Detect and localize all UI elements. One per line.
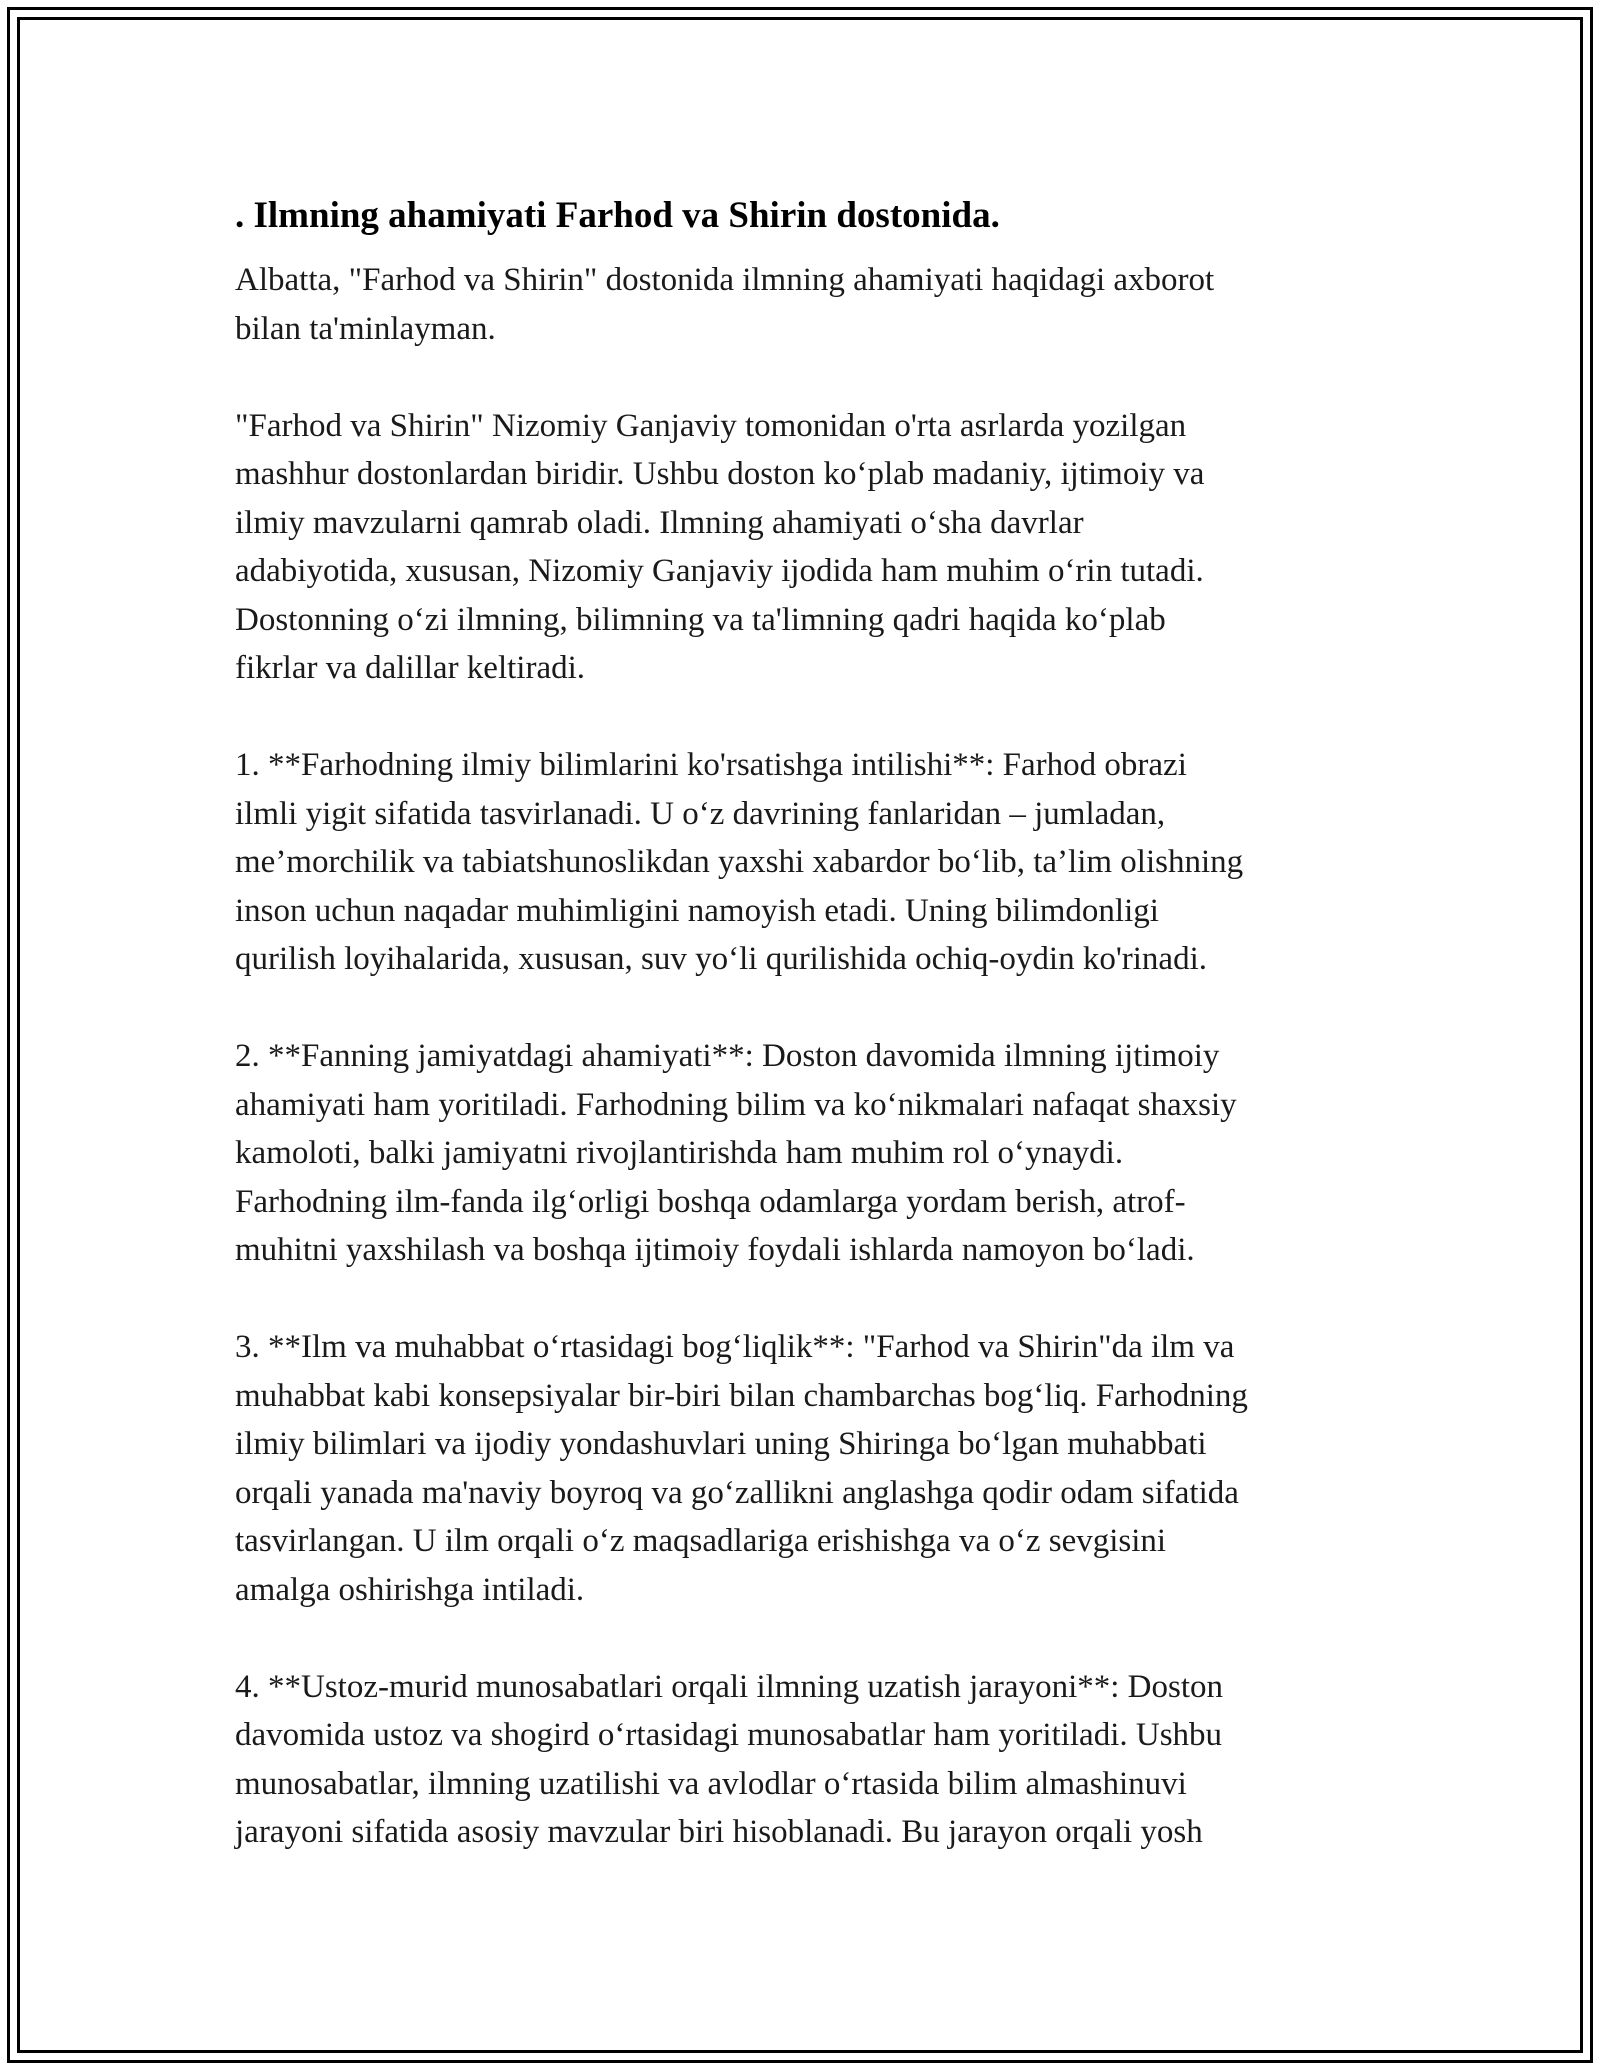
text-line: fikrlar va dalillar keltiradi. [235, 650, 586, 686]
text-line: muhitni yaxshilash va boshqa ijtimoiy foydali ishlarda namoyon bo‘ladi. [235, 1232, 1195, 1268]
text-line: orqali yanada ma'naviy boyroq va go‘zallikni anglashga qodir odam sifatida [235, 1474, 1239, 1511]
paragraph-list [235, 256, 1365, 1857]
text-line: Albatta, "Farhod va Shirin" dostonida ilmning ahamiyati haqidagi axborot [235, 262, 1215, 298]
text-line: Farhodning ilm-fanda ilg‘orligi boshqa odamlarga yordam berish, atrof- [235, 1183, 1186, 1220]
text-line: jarayoni sifatida asosiy mavzular biri hisoblanadi. Bu jarayon orqali yosh [235, 1814, 1203, 1850]
text-line: 2. **Fanning jamiyatdagi ahamiyati**: Doston davomida ilmning ijtimoiy [235, 1038, 1220, 1074]
text-line: mashhur dostonlardan biridir. Ushbu doston ko‘plab madaniy, ijtimoiy va [235, 456, 1205, 492]
text-line: 3. **Ilm va muhabbat o‘rtasidagi bog‘liqlik**: "Farhod va Shirin"da ilm va [235, 1329, 1235, 1365]
text-line: munosabatlar, ilmning uzatilishi va avlodlar o‘rtasida bilim almashinuvi [235, 1765, 1187, 1802]
paragraph [235, 1323, 1365, 1614]
text-line: tasvirlangan. U ilm orqali o‘z maqsadlariga erishishga va o‘z sevgisini [235, 1523, 1167, 1559]
text-line: ilmli yigit sifatida tasvirlanadi. U o‘z davrining fanlaridan – jumladan, [235, 795, 1166, 832]
text-line: qurilish loyihalarida, xususan, suv yo‘li qurilishida ochiq-oydin ko'rinadi. [235, 941, 1207, 977]
text-line: bilan ta'minlayman. [235, 310, 496, 347]
text-line: ilmiy bilimlari va ijodiy yondashuvlari uning Shiringa bo‘lgan muhabbati [235, 1426, 1207, 1462]
document-title: . Ilmning ahamiyati Farhod va Shirin dostonida. [235, 195, 1000, 236]
text-line: Dostonning o‘zi ilmning, bilimning va ta'limning qadri haqida ko‘plab [235, 601, 1166, 638]
text-line: me’morchilik va tabiatshunoslikdan yaxshi xabardor bo‘lib, ta’lim olishning [235, 844, 1244, 880]
paragraph [235, 1032, 1365, 1275]
document-body [235, 188, 1365, 1905]
text-line: kamoloti, balki jamiyatni rivojlantirishda ham muhim rol o‘ynaydi. [235, 1135, 1124, 1171]
paragraph [235, 402, 1365, 693]
text-line: ahamiyati ham yoritiladi. Farhodning bilim va ko‘nikmalari nafaqat shaxsiy [235, 1086, 1237, 1123]
paragraph [235, 256, 1365, 353]
text-line: "Farhod va Shirin" Nizomiy Ganjaviy tomonidan o'rta asrlarda yozilgan [235, 407, 1187, 444]
text-line: 4. **Ustoz-murid munosabatlari orqali ilmning uzatish jarayoni**: Doston [235, 1668, 1224, 1705]
text-line: amalga oshirishga intiladi. [235, 1571, 585, 1608]
text-line: ilmiy mavzularni qamrab oladi. Ilmning ahamiyati o‘sha davrlar [235, 504, 1084, 541]
text-line: davomida ustoz va shogird o‘rtasidagi munosabatlar ham yoritiladi. Ushbu [235, 1717, 1223, 1753]
text-line: inson uchun naqadar muhimligini namoyish etadi. Uning bilimdonligi [235, 892, 1159, 929]
text-line: adabiyotida, xususan, Nizomiy Ganjaviy ijodida ham muhim o‘rin tutadi. [235, 553, 1204, 589]
text-line: 1. **Farhodning ilmiy bilimlarini ko'rsatishga intilishi**: Farhod obrazi [235, 747, 1187, 783]
text-line: muhabbat kabi konsepsiyalar bir-biri bilan chambarchas bog‘liq. Farhodning [235, 1377, 1248, 1414]
paragraph [235, 741, 1365, 984]
paragraph [235, 1663, 1365, 1857]
